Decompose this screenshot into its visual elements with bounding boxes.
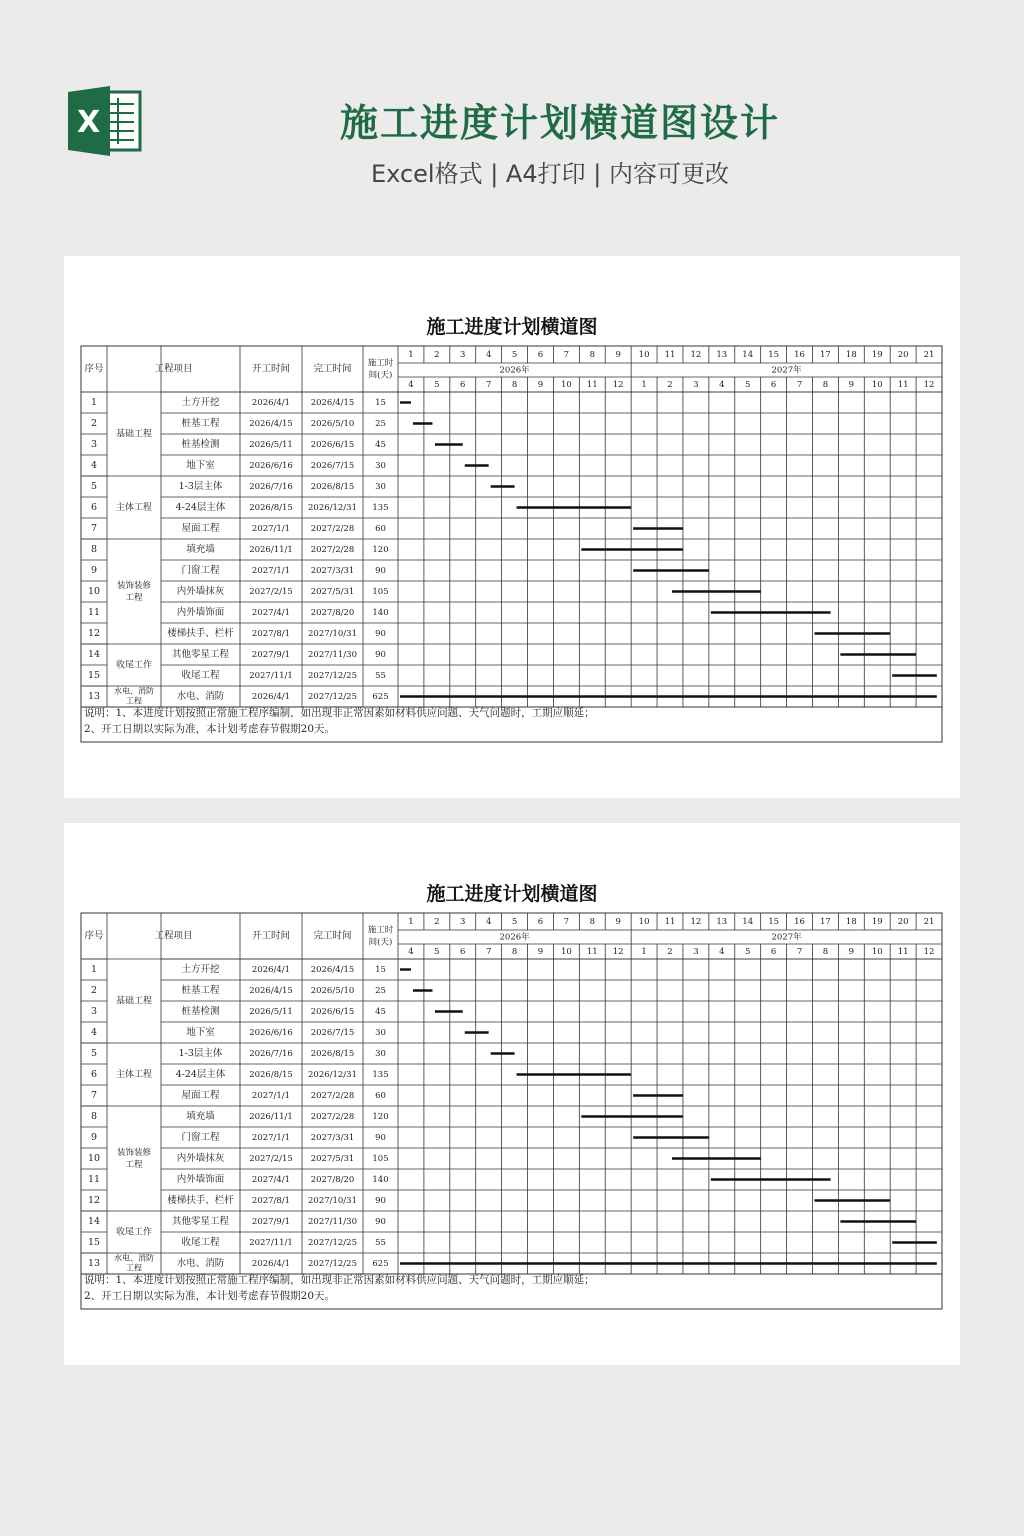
- row-end: 2026/12/31: [308, 1070, 357, 1080]
- row-seq: 4: [90, 1027, 98, 1038]
- year-label: 2026年: [499, 365, 530, 376]
- row-duration: 15: [375, 965, 386, 975]
- row-task: 其他零星工程: [171, 649, 230, 660]
- month-index-label: 7: [563, 917, 570, 927]
- row-start: 2026/6/16: [249, 461, 293, 471]
- month-index-label: 5: [511, 917, 518, 927]
- row-start: 2026/5/11: [249, 440, 293, 450]
- row-duration: 60: [375, 524, 386, 534]
- row-task: 门窗工程: [181, 565, 220, 576]
- row-start: 2026/7/16: [249, 1049, 293, 1059]
- row-end: 2027/12/25: [308, 692, 357, 702]
- row-task: 1-3层主体: [178, 481, 223, 492]
- header-item: 工程项目: [154, 363, 193, 375]
- row-end: 2027/10/31: [308, 1196, 357, 1206]
- calendar-month-label: 7: [796, 947, 803, 957]
- calendar-month-label: 11: [586, 380, 598, 390]
- row-seq: 5: [90, 1048, 98, 1059]
- calendar-month-label: 11: [897, 947, 909, 957]
- calendar-month-label: 4: [719, 380, 725, 390]
- group-label: 装饰装修: [116, 581, 152, 591]
- page-subtitle: Excel格式 | A4打印 | 内容可更改: [371, 160, 729, 188]
- group-label: 水电、消防: [114, 686, 154, 696]
- row-start: 2027/1/1: [251, 1091, 291, 1101]
- group-label: 装饰装修: [116, 1148, 152, 1158]
- row-duration: 30: [375, 1049, 386, 1059]
- calendar-month-label: 8: [511, 380, 518, 390]
- row-start: 2026/4/1: [251, 1259, 291, 1269]
- row-task: 楼梯扶手、栏杆: [167, 1195, 234, 1206]
- row-end: 2027/11/30: [308, 650, 357, 660]
- row-duration: 30: [375, 482, 386, 492]
- row-start: 2026/5/11: [249, 1007, 293, 1017]
- row-task: 4-24层主体: [175, 1069, 226, 1080]
- row-seq: 9: [90, 1132, 98, 1143]
- row-end: 2027/12/25: [308, 671, 357, 681]
- year-label: 2026年: [499, 932, 530, 943]
- header-end: 完工时间: [313, 363, 352, 375]
- row-duration: 105: [372, 1154, 389, 1164]
- row-duration: 45: [375, 440, 386, 450]
- row-end: 2027/2/28: [310, 1091, 355, 1101]
- sheet-title: 施工进度计划横道图: [426, 883, 598, 905]
- row-seq: 2: [90, 418, 98, 429]
- row-task: 桩基检测: [181, 1006, 220, 1017]
- calendar-month-label: 4: [408, 380, 414, 390]
- note-line: 2、开工日期以实际为准，本计划考虑春节假期20天。: [84, 1290, 336, 1302]
- row-start: 2026/4/15: [249, 986, 293, 996]
- group-label: 工程: [126, 1263, 142, 1273]
- row-duration: 45: [375, 1007, 386, 1017]
- month-index-label: 16: [794, 917, 805, 927]
- row-duration: 90: [375, 566, 386, 576]
- row-duration: 90: [375, 1217, 386, 1227]
- row-end: 2026/4/15: [310, 965, 355, 975]
- month-index-label: 8: [589, 917, 595, 927]
- row-seq: 6: [90, 1069, 98, 1080]
- row-duration: 90: [375, 1196, 386, 1206]
- calendar-month-label: 7: [796, 380, 803, 390]
- sheet-notes: [84, 1272, 595, 1304]
- month-index-label: 14: [742, 350, 754, 360]
- header-duration: 施工时: [367, 925, 394, 936]
- excel-icon: [66, 86, 142, 156]
- month-index-label: 11: [664, 350, 676, 360]
- row-task: 地下室: [186, 1027, 215, 1038]
- row-seq: 12: [87, 1195, 101, 1206]
- row-seq: 9: [90, 565, 98, 576]
- month-index-label: 2: [434, 350, 440, 360]
- month-index-label: 4: [485, 350, 492, 360]
- row-duration: 55: [375, 1238, 386, 1248]
- row-seq: 12: [87, 628, 101, 639]
- gantt-sheet-preview-1: [64, 256, 960, 798]
- month-index-label: 12: [690, 350, 702, 360]
- row-duration: 55: [375, 671, 386, 681]
- row-seq: 13: [87, 1258, 101, 1269]
- calendar-month-label: 10: [560, 380, 572, 390]
- group-label: 收尾工作: [115, 1227, 153, 1238]
- row-duration: 30: [375, 461, 386, 471]
- row-start: 2026/11/1: [249, 1112, 293, 1122]
- row-start: 2026/4/1: [251, 692, 291, 702]
- row-end: 2026/6/15: [310, 440, 355, 450]
- svg-text:X: X: [77, 105, 101, 140]
- calendar-month-label: 8: [822, 947, 829, 957]
- row-end: 2027/3/31: [310, 1133, 355, 1143]
- row-seq: 11: [87, 1174, 101, 1185]
- calendar-month-label: 3: [693, 380, 699, 390]
- row-start: 2027/1/1: [251, 1133, 291, 1143]
- month-index-label: 15: [768, 917, 780, 927]
- month-index-label: 15: [768, 350, 780, 360]
- row-task: 桩基工程: [181, 418, 220, 429]
- month-index-label: 9: [615, 917, 621, 927]
- calendar-month-label: 3: [693, 947, 699, 957]
- row-seq: 15: [87, 1237, 101, 1248]
- row-end: 2027/11/30: [308, 1217, 357, 1227]
- row-seq: 2: [90, 985, 98, 996]
- sheet-notes: [84, 705, 595, 737]
- row-end: 2027/8/20: [310, 1175, 355, 1185]
- row-duration: 105: [372, 587, 389, 597]
- header-item: 工程项目: [154, 930, 193, 942]
- row-duration: 90: [375, 629, 386, 639]
- row-start: 2027/1/1: [251, 524, 291, 534]
- row-start: 2027/11/1: [249, 1238, 293, 1248]
- month-index-label: 19: [871, 917, 883, 927]
- calendar-month-label: 12: [612, 947, 624, 957]
- month-index-label: 10: [638, 350, 650, 360]
- row-end: 2026/7/15: [310, 1028, 355, 1038]
- row-start: 2027/4/1: [251, 1175, 291, 1185]
- month-index-label: 12: [690, 917, 702, 927]
- row-end: 2027/5/31: [310, 587, 355, 597]
- page-title: 施工进度计划横道图设计: [339, 101, 780, 145]
- row-start: 2027/8/1: [251, 1196, 291, 1206]
- calendar-month-label: 2: [667, 380, 673, 390]
- row-start: 2026/8/15: [249, 503, 293, 513]
- row-seq: 8: [90, 1111, 98, 1122]
- row-task: 地下室: [186, 460, 215, 471]
- month-index-label: 16: [794, 350, 805, 360]
- row-start: 2027/9/1: [251, 1217, 291, 1227]
- row-task: 屋面工程: [181, 523, 220, 534]
- year-label: 2027年: [771, 365, 802, 376]
- row-end: 2027/2/28: [310, 524, 355, 534]
- row-duration: 135: [372, 1070, 389, 1080]
- group-label: 工程: [126, 696, 142, 706]
- row-duration: 60: [375, 1091, 386, 1101]
- row-duration: 140: [372, 1175, 389, 1185]
- group-label: 基础工程: [115, 429, 153, 440]
- row-seq: 4: [90, 460, 98, 471]
- row-start: 2027/1/1: [251, 566, 291, 576]
- row-end: 2027/12/25: [308, 1238, 357, 1248]
- calendar-month-label: 12: [923, 380, 935, 390]
- row-end: 2027/8/20: [310, 608, 355, 618]
- month-index-label: 2: [434, 917, 440, 927]
- calendar-month-label: 7: [485, 947, 492, 957]
- row-seq: 14: [87, 649, 101, 660]
- row-seq: 3: [90, 1006, 98, 1017]
- calendar-month-label: 12: [612, 380, 624, 390]
- month-index-label: 13: [716, 917, 728, 927]
- month-index-label: 6: [537, 917, 544, 927]
- header-duration: 间(天): [368, 370, 393, 381]
- month-index-label: 1: [408, 917, 414, 927]
- calendar-month-label: 5: [434, 947, 440, 957]
- row-task: 其他零星工程: [171, 1216, 230, 1227]
- row-task: 内外墙抹灰: [176, 1153, 225, 1164]
- month-index-label: 5: [511, 350, 518, 360]
- row-end: 2026/4/15: [310, 398, 355, 408]
- month-index-label: 20: [897, 917, 909, 927]
- row-end: 2027/2/28: [310, 545, 355, 555]
- calendar-month-label: 9: [537, 380, 544, 390]
- group-label: 工程: [125, 1160, 143, 1170]
- calendar-month-label: 2: [667, 947, 673, 957]
- row-duration: 140: [372, 608, 389, 618]
- month-index-label: 18: [845, 917, 857, 927]
- row-task: 内外墙饰面: [176, 607, 225, 618]
- row-end: 2026/6/15: [310, 1007, 355, 1017]
- row-seq: 15: [87, 670, 101, 681]
- group-label: 收尾工作: [115, 660, 153, 671]
- calendar-month-label: 6: [460, 380, 466, 390]
- row-end: 2026/7/15: [310, 461, 355, 471]
- row-duration: 90: [375, 650, 386, 660]
- row-start: 2026/6/16: [249, 1028, 293, 1038]
- calendar-month-label: 1: [641, 380, 647, 390]
- row-task: 土方开挖: [181, 964, 220, 975]
- month-index-label: 13: [716, 350, 728, 360]
- row-duration: 90: [375, 1133, 386, 1143]
- month-index-label: 1: [408, 350, 414, 360]
- row-end: 2027/10/31: [308, 629, 357, 639]
- row-task: 内外墙抹灰: [176, 586, 225, 597]
- row-start: 2026/7/16: [249, 482, 293, 492]
- calendar-month-label: 10: [560, 947, 572, 957]
- row-end: 2027/2/28: [310, 1112, 355, 1122]
- row-end: 2026/8/15: [310, 1049, 355, 1059]
- header-duration: 施工时: [367, 358, 394, 369]
- row-task: 内外墙饰面: [176, 1174, 225, 1185]
- calendar-month-label: 10: [871, 380, 883, 390]
- row-duration: 15: [375, 398, 386, 408]
- row-start: 2027/9/1: [251, 650, 291, 660]
- row-task: 填充墙: [186, 544, 215, 555]
- row-duration: 25: [375, 419, 386, 429]
- row-seq: 10: [87, 586, 101, 597]
- calendar-month-label: 5: [745, 380, 751, 390]
- row-end: 2027/3/31: [310, 566, 355, 576]
- row-seq: 5: [90, 481, 98, 492]
- row-duration: 30: [375, 1028, 386, 1038]
- row-duration: 625: [372, 692, 389, 702]
- header-start: 开工时间: [251, 930, 291, 942]
- row-start: 2027/11/1: [249, 671, 293, 681]
- month-index-label: 6: [537, 350, 544, 360]
- calendar-month-label: 6: [770, 380, 777, 390]
- calendar-month-label: 8: [822, 380, 829, 390]
- header-seq: 序号: [84, 930, 104, 942]
- calendar-month-label: 9: [848, 947, 855, 957]
- row-task: 4-24层主体: [175, 502, 226, 513]
- row-task: 填充墙: [186, 1111, 215, 1122]
- row-start: 2027/8/1: [251, 629, 291, 639]
- calendar-month-label: 5: [745, 947, 751, 957]
- sheet-title: 施工进度计划横道图: [426, 316, 598, 338]
- month-index-label: 10: [638, 917, 650, 927]
- row-seq: 8: [90, 544, 98, 555]
- calendar-month-label: 9: [537, 947, 544, 957]
- row-seq: 1: [90, 397, 98, 408]
- row-start: 2027/4/1: [251, 608, 291, 618]
- row-task: 1-3层主体: [178, 1048, 223, 1059]
- row-task: 土方开挖: [181, 397, 220, 408]
- row-task: 水电、消防: [176, 1258, 225, 1269]
- calendar-month-label: 10: [871, 947, 883, 957]
- month-index-label: 9: [615, 350, 621, 360]
- calendar-month-label: 11: [897, 380, 909, 390]
- gantt-sheet-preview-2: [64, 823, 960, 1365]
- calendar-month-label: 4: [719, 947, 725, 957]
- calendar-month-label: 8: [511, 947, 518, 957]
- row-duration: 120: [372, 545, 389, 555]
- row-task: 桩基工程: [181, 985, 220, 996]
- month-index-label: 11: [664, 917, 676, 927]
- row-end: 2026/5/10: [310, 419, 355, 429]
- row-end: 2026/12/31: [308, 503, 357, 513]
- header-duration: 间(天): [368, 937, 393, 948]
- row-task: 水电、消防: [176, 691, 225, 702]
- row-start: 2027/2/15: [249, 1154, 293, 1164]
- month-index-label: 19: [871, 350, 883, 360]
- note-line: 说明：1、本进度计划按照正常施工程序编制，如出现非正常因素如材料供应问题、天气问题时，工期应顺延；: [84, 707, 595, 719]
- row-task: 门窗工程: [181, 1132, 220, 1143]
- month-index-label: 14: [742, 917, 754, 927]
- row-seq: 11: [87, 607, 101, 618]
- month-index-label: 3: [460, 917, 466, 927]
- calendar-month-label: 7: [485, 380, 492, 390]
- row-task: 屋面工程: [181, 1090, 220, 1101]
- month-index-label: 8: [589, 350, 595, 360]
- row-seq: 1: [90, 964, 98, 975]
- row-seq: 7: [90, 1090, 98, 1101]
- row-task: 收尾工程: [181, 1237, 220, 1248]
- row-end: 2027/5/31: [310, 1154, 355, 1164]
- row-seq: 14: [87, 1216, 101, 1227]
- month-index-label: 20: [897, 350, 909, 360]
- calendar-month-label: 6: [460, 947, 466, 957]
- row-task: 楼梯扶手、栏杆: [167, 628, 234, 639]
- year-label: 2027年: [771, 932, 802, 943]
- note-line: 2、开工日期以实际为准，本计划考虑春节假期20天。: [84, 723, 336, 735]
- group-label: 主体工程: [115, 1070, 153, 1080]
- calendar-month-label: 5: [434, 380, 440, 390]
- calendar-month-label: 9: [848, 380, 855, 390]
- calendar-month-label: 1: [641, 947, 647, 957]
- row-seq: 10: [87, 1153, 101, 1164]
- row-duration: 625: [372, 1259, 389, 1269]
- row-start: 2026/11/1: [249, 545, 293, 555]
- header-start: 开工时间: [251, 363, 291, 375]
- note-line: 说明：1、本进度计划按照正常施工程序编制，如出现非正常因素如材料供应问题、天气问题时，工期应顺延；: [84, 1274, 595, 1286]
- month-index-label: 18: [845, 350, 857, 360]
- calendar-month-label: 4: [408, 947, 414, 957]
- row-start: 2027/2/15: [249, 587, 293, 597]
- row-end: 2026/8/15: [310, 482, 355, 492]
- row-seq: 7: [90, 523, 98, 534]
- row-start: 2026/8/15: [249, 1070, 293, 1080]
- calendar-month-label: 12: [923, 947, 935, 957]
- header-seq: 序号: [84, 363, 104, 375]
- month-index-label: 17: [820, 350, 831, 360]
- row-seq: 6: [90, 502, 98, 513]
- row-seq: 13: [87, 691, 101, 702]
- row-duration: 135: [372, 503, 389, 513]
- group-label: 工程: [125, 593, 143, 603]
- row-start: 2026/4/15: [249, 419, 293, 429]
- month-index-label: 17: [820, 917, 831, 927]
- group-label: 水电、消防: [114, 1253, 154, 1263]
- row-start: 2026/4/1: [251, 965, 291, 975]
- month-index-label: 21: [923, 917, 935, 927]
- row-task: 桩基检测: [181, 439, 220, 450]
- group-label: 基础工程: [115, 996, 153, 1007]
- month-index-label: 3: [460, 350, 466, 360]
- month-index-label: 4: [485, 917, 492, 927]
- row-task: 收尾工程: [181, 670, 220, 681]
- row-start: 2026/4/1: [251, 398, 291, 408]
- group-label: 主体工程: [115, 503, 153, 513]
- row-end: 2026/5/10: [310, 986, 355, 996]
- row-end: 2027/12/25: [308, 1259, 357, 1269]
- row-seq: 3: [90, 439, 98, 450]
- month-index-label: 7: [563, 350, 570, 360]
- header-end: 完工时间: [313, 930, 352, 942]
- calendar-month-label: 6: [770, 947, 777, 957]
- month-index-label: 21: [923, 350, 935, 360]
- row-duration: 25: [375, 986, 386, 996]
- calendar-month-label: 11: [586, 947, 598, 957]
- row-duration: 120: [372, 1112, 389, 1122]
